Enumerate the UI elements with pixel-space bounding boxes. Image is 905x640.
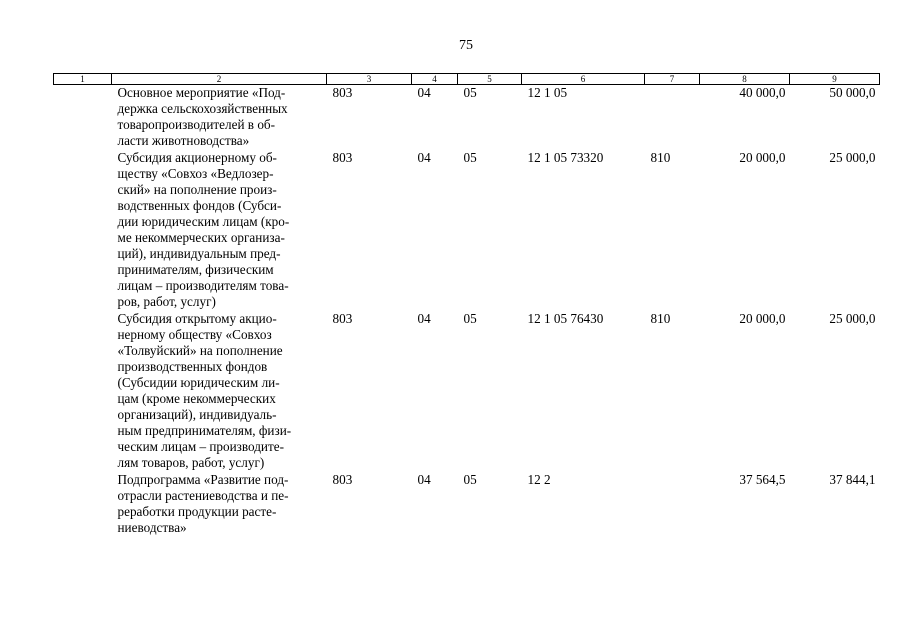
column-header: 8 — [700, 74, 790, 85]
description-line: ществу «Совхоз «Ведлозер- — [117, 166, 274, 181]
column-header-row — [54, 74, 880, 85]
description-line: реработки продукции расте- — [117, 504, 277, 519]
cell-admin-code: 803 — [332, 150, 353, 165]
cell-col-1 — [54, 85, 112, 151]
cell-target-article: 12 1 05 73320 — [527, 150, 604, 165]
cell-subsection: 05 — [463, 472, 477, 487]
column-header: 1 — [54, 74, 112, 85]
cell-description — [112, 311, 327, 472]
cell-expense-type — [645, 472, 700, 537]
description-line: Подпрограмма «Развитие под- — [117, 472, 289, 487]
cell-expense-type — [645, 85, 700, 151]
description-line: дии юридическим лицам (кро- — [117, 214, 290, 229]
table-row — [54, 311, 880, 472]
cell-expense-type: 810 — [650, 311, 671, 326]
cell-section: 04 — [417, 472, 431, 487]
cell-col-1 — [54, 150, 112, 311]
description-line: «Толвуйский» на пополнение — [117, 343, 283, 358]
column-header: 6 — [522, 74, 645, 85]
cell-subsection: 05 — [463, 85, 477, 100]
cell-admin-code: 803 — [332, 311, 353, 326]
description-line: ме некоммерческих организа- — [117, 230, 285, 245]
column-header: 5 — [458, 74, 522, 85]
description-line: нерному обществу «Совхоз — [117, 327, 272, 342]
description-line: ций), индивидуальным пред- — [117, 246, 281, 261]
column-header: 4 — [412, 74, 458, 85]
cell-subsection: 05 — [463, 150, 477, 165]
cell-section: 04 — [417, 150, 431, 165]
budget-table — [53, 73, 880, 537]
description-line: ниеводства» — [117, 520, 187, 535]
cell-admin-code: 803 — [332, 472, 353, 487]
description-line: товаропроизводителей в об- — [117, 117, 276, 132]
cell-col-1 — [54, 311, 112, 472]
description-line: лям товаров, работ, услуг) — [117, 455, 265, 470]
description-line: отрасли растениеводства и пе- — [117, 488, 289, 503]
description-line: принимателям, физическим — [117, 262, 274, 277]
cell-target-article: 12 2 — [527, 472, 551, 487]
cell-amount-year-2: 25 000,0 — [829, 311, 876, 326]
column-header: 9 — [790, 74, 880, 85]
description-line: Субсидия акционерному об- — [117, 150, 277, 165]
table-row — [54, 85, 880, 151]
table-body — [54, 85, 880, 538]
cell-description — [112, 472, 327, 537]
description-line: держка сельскохозяйственных — [117, 101, 288, 116]
cell-description — [112, 150, 327, 311]
description-line: ческим лицам – производите- — [117, 439, 284, 454]
description-line: ский» на пополнение произ- — [117, 182, 277, 197]
cell-amount-year-1: 37 564,5 — [739, 472, 786, 487]
cell-section: 04 — [417, 85, 431, 100]
description-line: лицам – производителям това- — [117, 278, 289, 293]
cell-amount-year-1: 40 000,0 — [739, 85, 786, 100]
description-line: Основное мероприятие «Под- — [117, 85, 286, 100]
cell-amount-year-2: 37 844,1 — [829, 472, 876, 487]
description-line: ным предпринимателям, физи- — [117, 423, 292, 438]
cell-amount-year-2: 50 000,0 — [829, 85, 876, 100]
table-row — [54, 150, 880, 311]
cell-amount-year-1: 20 000,0 — [739, 311, 786, 326]
description-line: Субсидия открытому акцио- — [117, 311, 277, 326]
cell-amount-year-2: 25 000,0 — [829, 150, 876, 165]
cell-section: 04 — [417, 311, 431, 326]
description-line: производственных фондов — [117, 359, 268, 374]
cell-col-1 — [54, 472, 112, 537]
description-line: ров, работ, услуг) — [117, 294, 216, 309]
table-row — [54, 472, 880, 537]
column-header: 3 — [327, 74, 412, 85]
description-line: цам (кроме некоммерческих — [117, 391, 276, 406]
description-line: водственных фондов (Субси- — [117, 198, 282, 213]
description-line: ласти животноводства» — [117, 133, 250, 148]
column-header: 2 — [112, 74, 327, 85]
description-line: организаций), индивидуаль- — [117, 407, 277, 422]
cell-expense-type: 810 — [650, 150, 671, 165]
cell-admin-code: 803 — [332, 85, 353, 100]
cell-subsection: 05 — [463, 311, 477, 326]
cell-description — [112, 85, 327, 151]
column-header: 7 — [645, 74, 700, 85]
cell-target-article: 12 1 05 — [527, 85, 568, 100]
page-number: 75 — [459, 38, 473, 53]
description-line: (Субсидии юридическим ли- — [117, 375, 280, 390]
cell-target-article: 12 1 05 76430 — [527, 311, 604, 326]
cell-amount-year-1: 20 000,0 — [739, 150, 786, 165]
